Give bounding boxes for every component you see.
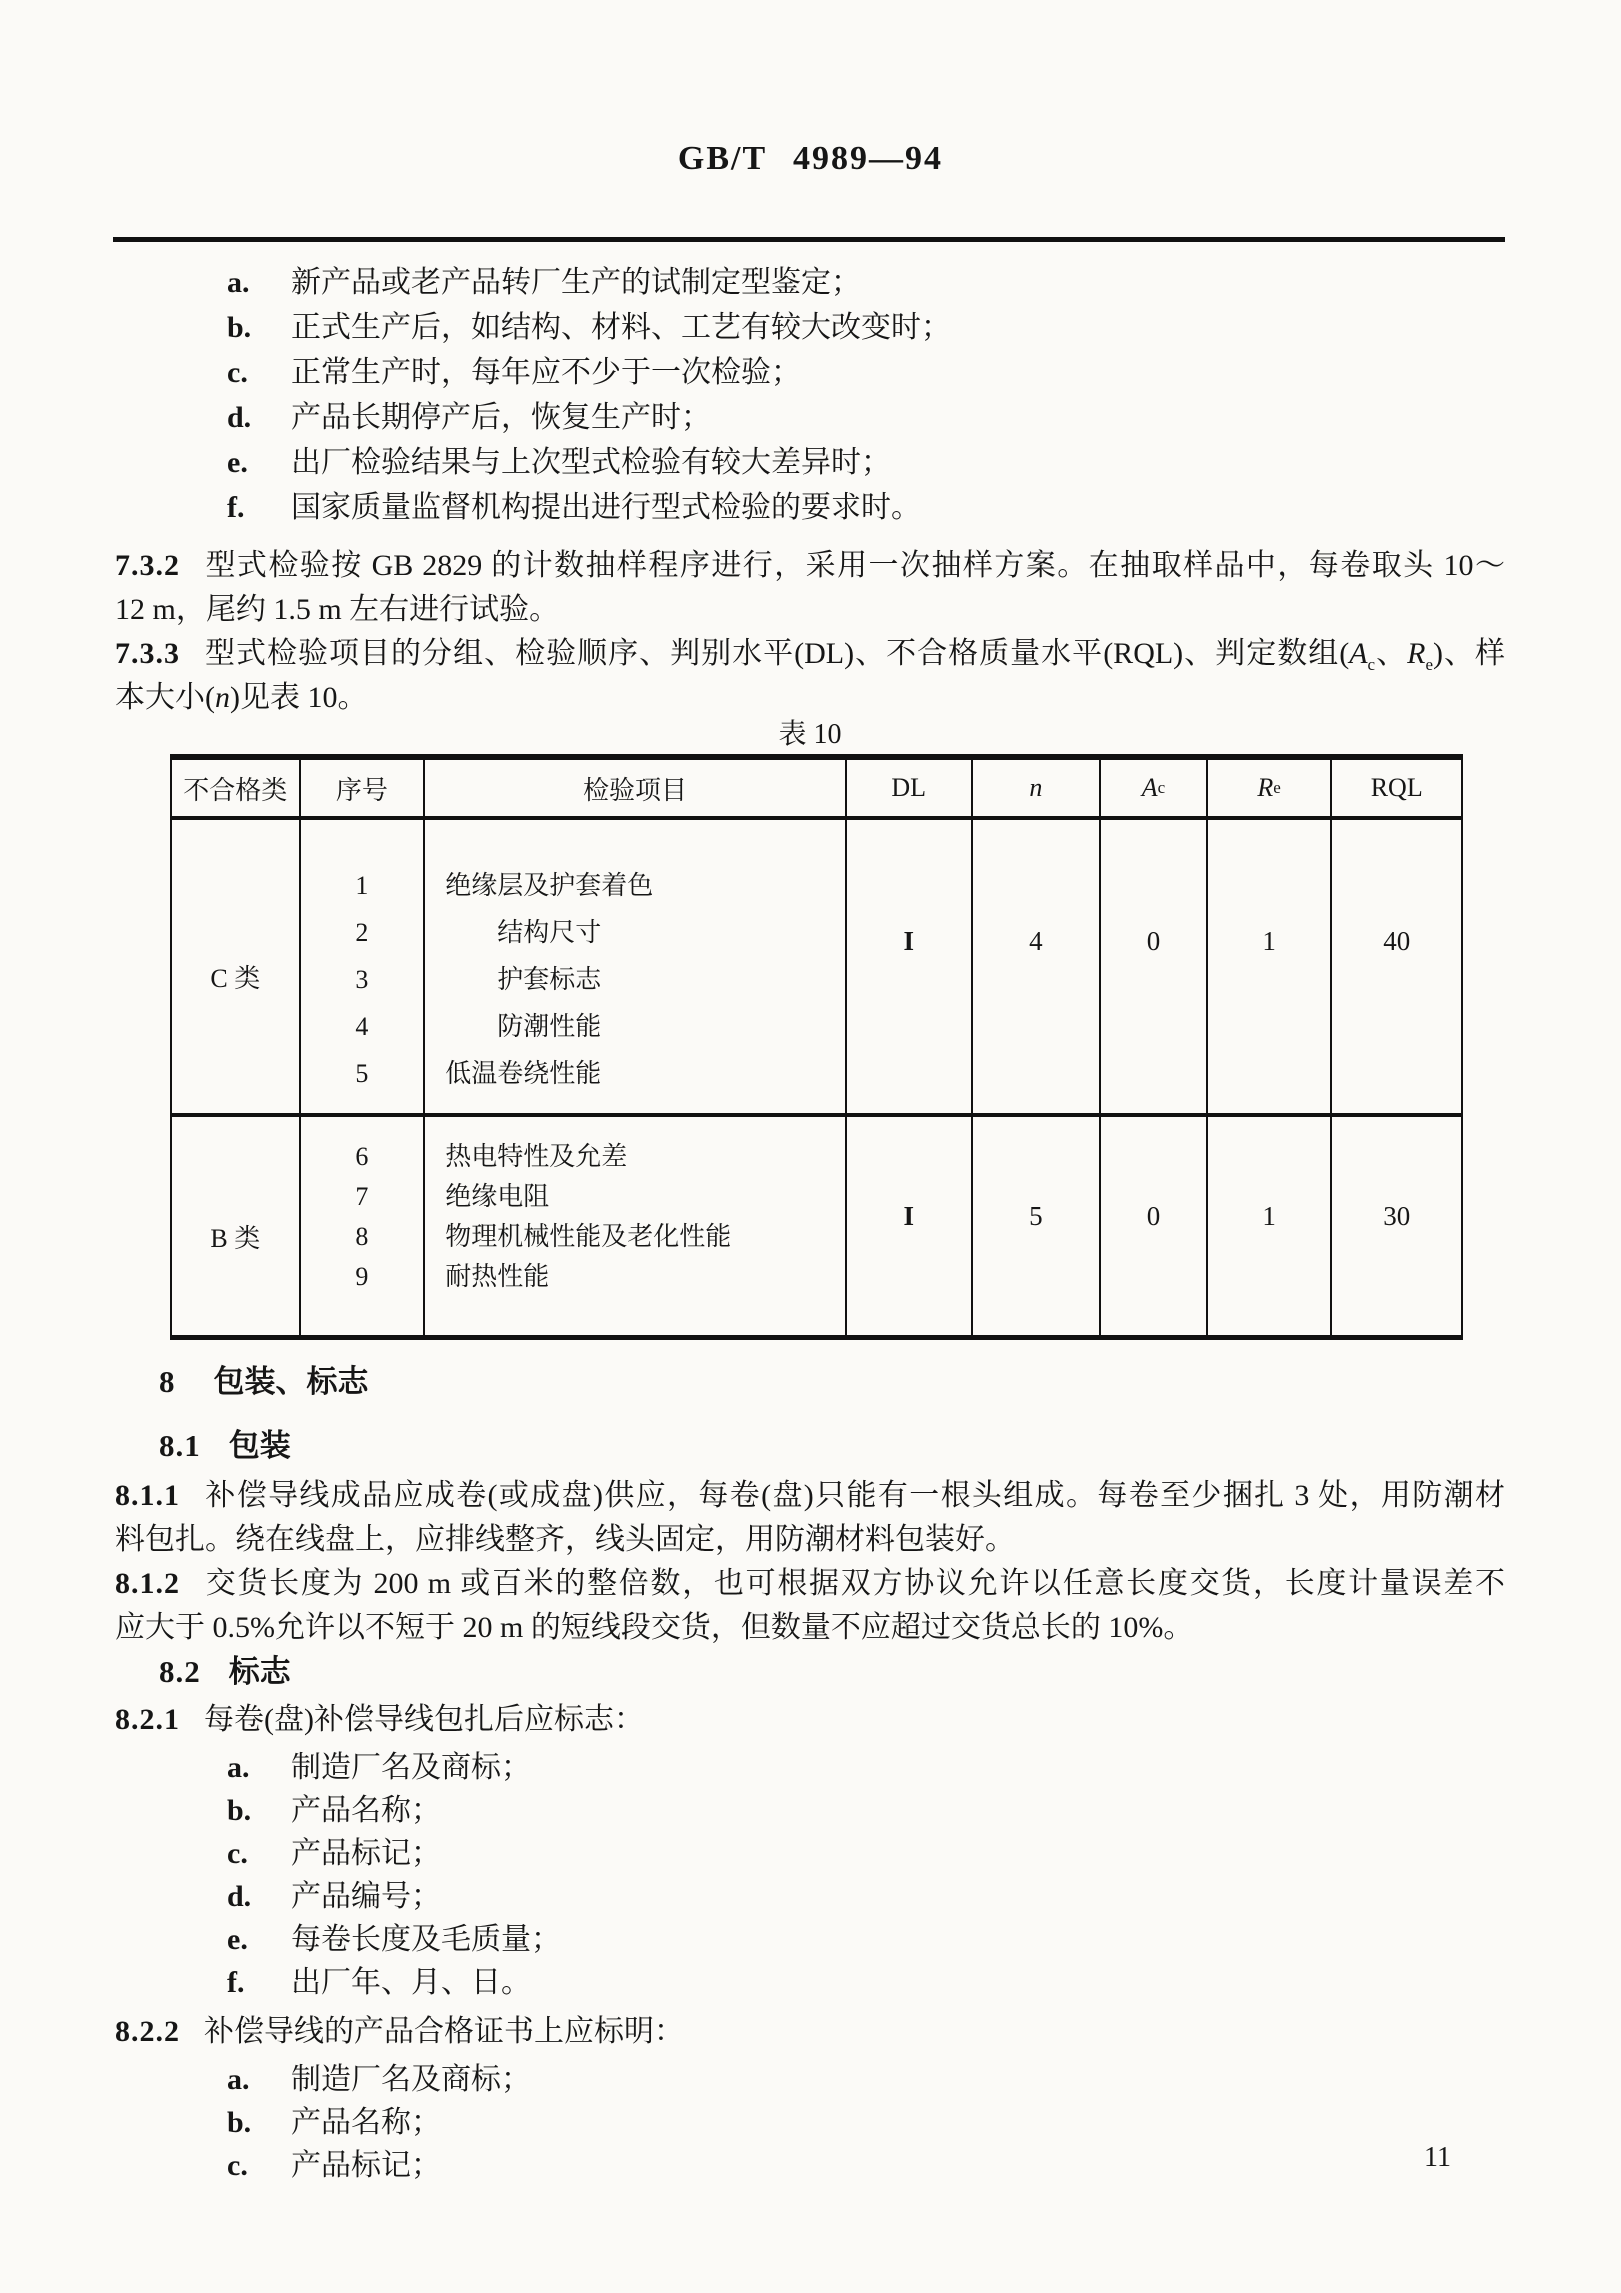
clause-8-2-1 [115,1698,1505,1742]
list-item-letter: c. [227,2149,248,2182]
list-item-letter: e. [227,446,248,479]
list-item-letter: b. [227,2106,252,2139]
seq-no-column [299,1117,424,1335]
list-item [227,2058,1505,2101]
variable-re: R [1257,773,1274,802]
list-item [227,1961,1505,2004]
clause-text: 型式检验按 GB 2829 的计数抽样程序进行，采用一次抽样方案。在抽取样品中，每卷取头 10～ [204,549,1505,582]
list-item [227,2101,1505,2144]
list-item [227,1789,1505,1832]
seq-no: 6 [355,1142,369,1171]
inspection-item: 耐热性能 [445,1262,550,1291]
list-item-text: 产品名称； [291,1794,441,1827]
inspection-item: 护套标志 [497,965,602,994]
clause-text: 补偿导线的产品合格证书上应标明： [204,2015,684,2048]
inspection-item: 热电特性及允差 [445,1142,628,1171]
paragraph-line [115,1562,1505,1606]
seq-no: 2 [355,918,369,947]
table-10 [170,754,1463,1340]
list-item-text: 每卷长度及毛质量； [291,1923,561,1956]
type-test-condition-list [227,260,1505,530]
certificate-list [227,2058,1505,2187]
list-item-text: 产品编号； [291,1880,441,1913]
section-number: 8 [159,1364,176,1399]
paragraph-line [115,544,1505,588]
clause-7-3-3 [115,632,1505,720]
clause-number: 7.3.3 [115,637,180,670]
list-item [227,395,1505,440]
table-caption: 表 10 [778,719,842,750]
clause-text: 型式检验项目的分组、检验顺序、判别水平(DL)、不合格质量水平(RQL)、判定数组( [204,637,1350,670]
clause-text: )、样 [1432,637,1505,670]
header-inspection-item: 检验项目 [423,760,845,816]
paragraph-line [115,676,1505,720]
seq-no: 7 [355,1182,369,1211]
list-item [227,305,1505,350]
marking-list [227,1746,1505,2004]
paragraph-line [115,1474,1505,1518]
list-item [227,1832,1505,1875]
ac-value: 0 [1099,1117,1206,1335]
section-number: 8.1 [159,1428,201,1463]
n-value: 4 [971,820,1100,1113]
header-re: R e [1206,760,1331,816]
seq-no: 1 [355,871,369,900]
clause-8-1-1 [115,1474,1505,1562]
list-item [227,440,1505,485]
variable-ac: A [1349,637,1368,670]
list-item-text: 制造厂名及商标； [291,1751,531,1784]
inspection-item: 物理机械性能及老化性能 [445,1222,732,1251]
list-item-letter: c. [227,1837,248,1870]
list-item-letter: f. [227,491,245,524]
page-content [115,242,1505,2187]
inspection-item: 绝缘电阻 [445,1182,550,1211]
inspection-item: 防潮性能 [497,1012,602,1041]
inspection-item-column [423,820,845,1113]
list-item [227,485,1505,530]
variable-re: R [1407,637,1426,670]
clause-8-2-2 [115,2010,1505,2054]
variable-n: n [1029,773,1043,802]
list-item-letter: c. [227,356,248,389]
list-item-letter: a. [227,1751,250,1784]
list-item [227,260,1505,305]
seq-no: 4 [355,1012,369,1041]
list-item [227,1875,1505,1918]
dl-value: I [845,820,971,1113]
defect-class-label: C 类 [210,964,261,993]
ac-value: 0 [1099,820,1206,1113]
list-item-letter: a. [227,266,250,299]
list-item-text: 出厂年、月、日。 [291,1966,531,1999]
list-item-letter: b. [227,1794,252,1827]
clause-text: 本大小( [115,681,215,714]
list-item-text: 正常生产时，每年应不少于一次检验； [291,356,801,389]
section-8-heading [159,1364,1505,1400]
n-value: 5 [971,1117,1100,1335]
paragraph-line [115,2010,1505,2054]
list-item-letter: b. [227,311,252,344]
list-item [227,350,1505,395]
paragraph-line: 12 m，尾约 1.5 m 左右进行试验。 [115,593,560,626]
section-8-1-heading [159,1428,1505,1464]
list-item-letter: d. [227,401,252,434]
list-item [227,2144,1505,2187]
table-section-c [172,820,1461,1117]
variable-ac-subscript: c [1367,655,1376,674]
list-item-text: 产品标记； [291,1837,441,1870]
list-item-text: 正式生产后，如结构、材料、工艺有较大改变时； [291,311,951,344]
section-title: 标志 [228,1654,291,1689]
variable-ac: A [1141,773,1158,802]
page-number: 11 [1424,2142,1451,2173]
header-ac: A c [1099,760,1206,816]
clause-text: )见表 10。 [230,681,368,714]
seq-no: 3 [355,965,369,994]
rql-value: 30 [1330,1117,1461,1335]
section-8-2-heading [159,1654,1505,1690]
paragraph-line: 料包扎。绕在线盘上，应排线整齐，线头固定，用防潮材料包装好。 [115,1523,1015,1556]
clause-7-3-2 [115,544,1505,632]
rql-value: 40 [1330,820,1461,1113]
standard-number-header: GB/T 4989—94 [677,140,944,177]
clause-number: 8.2.2 [115,2015,180,2048]
inspection-item: 结构尺寸 [497,918,602,947]
list-item-letter: a. [227,2063,250,2096]
seq-no: 8 [355,1222,369,1251]
list-item-text: 产品标记； [291,2149,441,2182]
paragraph-line [115,1698,1505,1742]
list-item-letter: e. [227,1923,248,1956]
inspection-item-column [423,1117,845,1335]
seq-no: 5 [355,1059,369,1088]
clause-text: 、 [1375,637,1408,670]
table-section-b [172,1117,1461,1335]
inspection-item: 绝缘层及护套着色 [445,871,654,900]
section-number: 8.2 [159,1654,201,1689]
list-item-text: 出厂检验结果与上次型式检验有较大差异时； [291,446,891,479]
list-item-letter: d. [227,1880,252,1913]
header-rql: RQL [1330,760,1461,816]
clause-text: 交货长度为 200 m 或百米的整倍数，也可根据双方协议允许以任意长度交货，长度计量误差不 [204,1567,1505,1600]
header-defect-class: 不合格类 [183,775,288,805]
clause-number: 8.1.1 [115,1479,180,1512]
list-item-text: 产品名称； [291,2106,441,2139]
variable-n: n [215,681,230,714]
section-title: 包装 [228,1428,291,1463]
re-value: 1 [1206,1117,1331,1335]
seq-no-column [299,820,424,1113]
list-item [227,1918,1505,1961]
variable-re-subscript: e [1425,655,1433,674]
list-item [227,1746,1505,1789]
clause-text: 补偿导线成品应成卷(或成盘)供应，每卷(盘)只能有一根头组成。每卷至少捆扎 3 处，用防潮材 [204,1479,1505,1512]
header-seq-no: 序号 [299,760,424,816]
inspection-item: 低温卷绕性能 [445,1059,602,1088]
defect-class-label: B 类 [210,1223,261,1253]
header-n [971,760,1100,816]
table-header-row [172,760,1461,820]
re-value: 1 [1206,820,1331,1113]
clause-number: 8.1.2 [115,1567,180,1600]
clause-number: 8.2.1 [115,1703,180,1736]
seq-no: 9 [355,1262,369,1291]
list-item-text: 国家质量监督机构提出进行型式检验的要求时。 [291,491,921,524]
paragraph-line [115,632,1505,676]
clause-text: 每卷(盘)补偿导线包扎后应标志： [204,1703,644,1736]
list-item-text: 新产品或老产品转厂生产的试制定型鉴定； [291,266,861,299]
paragraph-line: 应大于 0.5%允许以不短于 20 m 的短线段交货，但数量不应超过交货总长的 10%。 [115,1611,1194,1644]
clause-8-1-2 [115,1562,1505,1650]
section-title: 包装、标志 [213,1364,369,1399]
list-item-text: 产品长期停产后，恢复生产时； [291,401,711,434]
list-item-letter: f. [227,1966,245,1999]
clause-number: 7.3.2 [115,549,180,582]
list-item-text: 制造厂名及商标； [291,2063,531,2096]
dl-value: I [845,1117,971,1335]
header-dl: DL [845,760,971,816]
